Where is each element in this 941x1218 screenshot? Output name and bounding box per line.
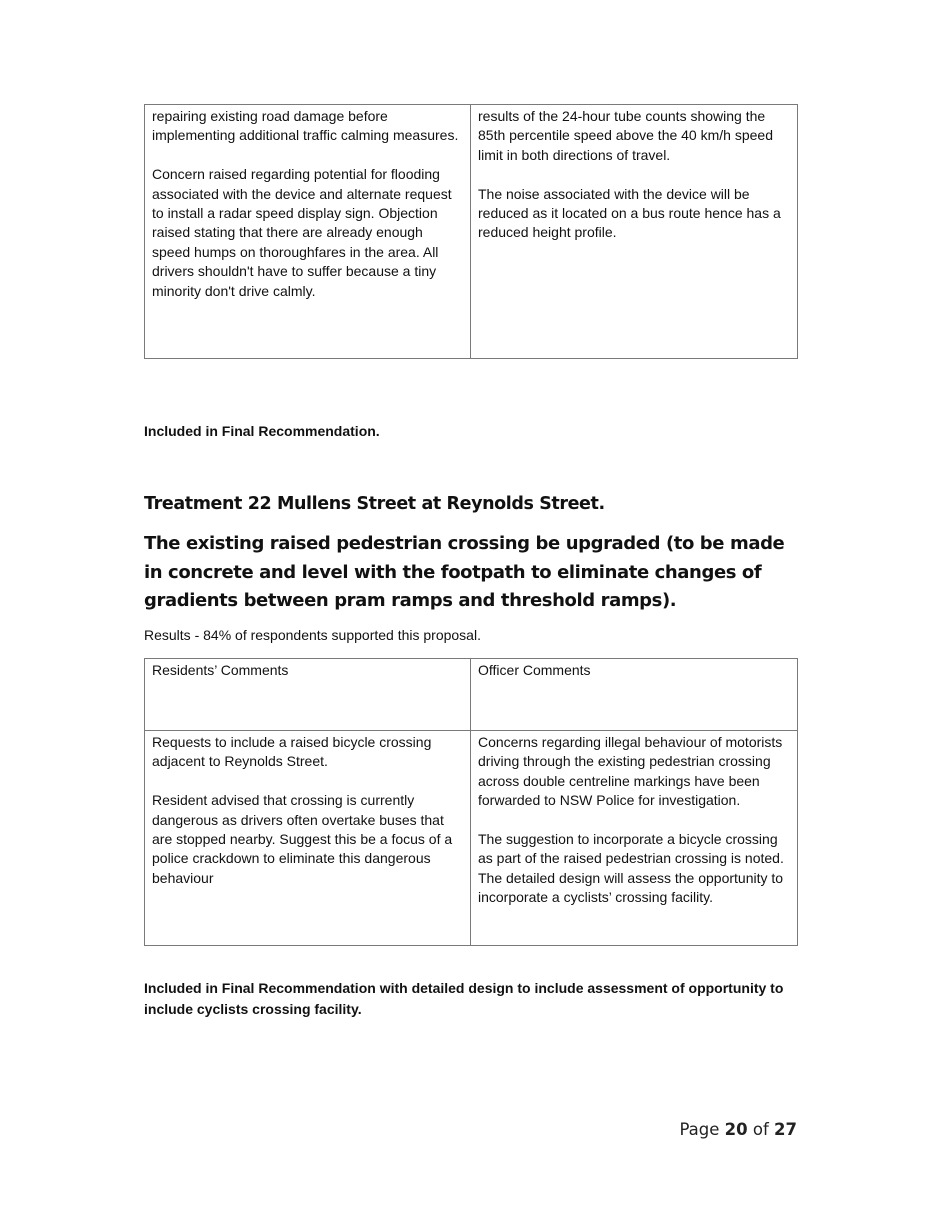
officer-comment: The suggestion to incorporate a bicycle crossing as part of the raised pedestrian crossing is noted. The detailed design will assess the opportunity to incorporate a cyclists’ crossing facility.	[478, 831, 784, 906]
officer-comments-cell	[471, 105, 798, 359]
page-number: 20	[724, 1120, 748, 1139]
residents-comment: repairing existing road damage before implementing additional traffic calming measures.	[152, 108, 459, 144]
officer-comments-header: Officer Comments	[471, 659, 798, 731]
results-summary: Results - 84% of respondents supported this proposal.	[144, 627, 481, 643]
page-footer	[679, 1120, 797, 1139]
officer-comment: results of the 24-hour tube counts showing the 85th percentile speed above the 40 km/h speed limit in both directions of travel.	[478, 108, 773, 163]
residents-comments-cell	[145, 731, 471, 946]
treatment-title: Treatment 22 Mullens Street at Reynolds Street.	[144, 494, 605, 514]
residents-comments-header: Residents’ Comments	[145, 659, 471, 731]
officer-comment: The noise associated with the device will be reduced as it located on a bus route hence has a reduced height profile.	[478, 185, 781, 241]
comments-table	[144, 658, 798, 946]
total-pages: 27	[774, 1120, 797, 1139]
recommendation-note-detailed: Included in Final Recommendation with detailed design to include assessment of opportunity to include cyclists crossing facility.	[144, 980, 784, 1017]
comments-table-continued	[144, 104, 798, 359]
residents-comment: Concern raised regarding potential for flooding associated with the device and alternate request to install a radar speed display sign. Objection raised stating that there are already enough speed humps on thoroughfares in the area. All drivers shouldn't have to suffer because a tiny minority don't drive calmly.	[152, 166, 452, 299]
residents-comment: Requests to include a raised bicycle crossing adjacent to Reynolds Street.	[152, 734, 432, 770]
residents-comments-cell	[145, 105, 471, 359]
officer-comment: Concerns regarding illegal behaviour of motorists driving through the existing pedestrian crossing across double centreline markings have been forwarded to NSW Police for investigation.	[478, 734, 783, 809]
of-label: of	[752, 1120, 769, 1139]
recommendation-note: Included in Final Recommendation.	[144, 423, 380, 439]
officer-comments-cell	[471, 731, 798, 946]
page-label: Page	[679, 1120, 720, 1139]
residents-comment: Resident advised that crossing is currently dangerous as drivers often overtake buses that are stopped nearby. Suggest this be a focus of a police crackdown to eliminate this dangerous behaviour	[152, 792, 453, 886]
treatment-description: The existing raised pedestrian crossing be upgraded (to be made in concrete and level with the footpath to eliminate changes of gradients between pram ramps and threshold ramps).	[144, 533, 785, 611]
